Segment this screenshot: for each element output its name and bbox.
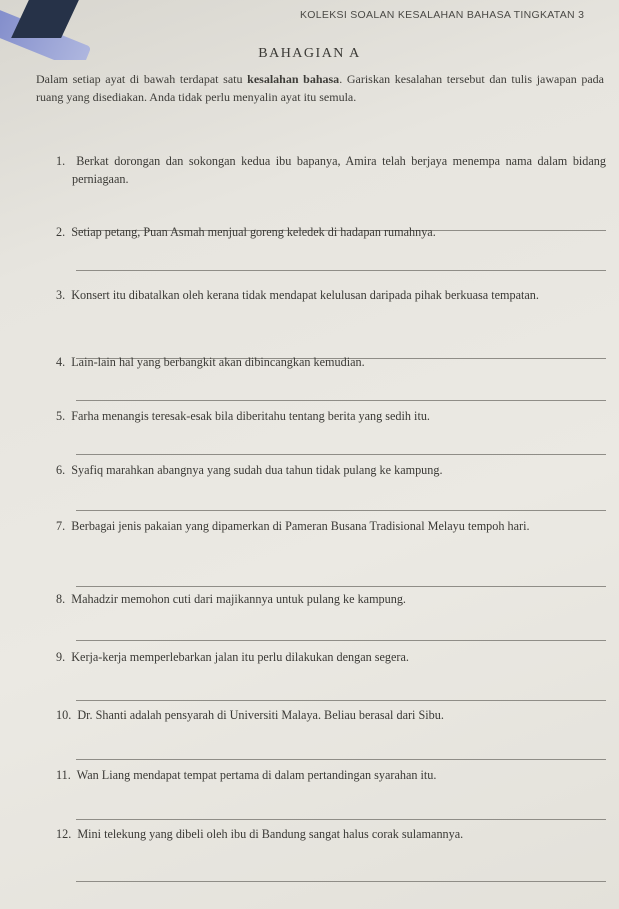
question-sentence: Lain-lain hal yang berbangkit akan dibincangkan kemudian. (71, 355, 365, 369)
question-sentence: Wan Liang mendapat tempat pertama di dalam pertandingan syarahan itu. (76, 768, 437, 782)
question-number: 11. (56, 768, 71, 782)
question-4 (56, 353, 606, 371)
question-number: 6. (56, 463, 66, 477)
question-text (56, 152, 606, 188)
question-2 (56, 223, 606, 241)
question-sentence: Mahadzir memohon cuti dari majikannya untuk pulang ke kampung. (71, 592, 406, 606)
question-number: 4. (56, 355, 66, 369)
answer-line[interactable] (76, 270, 606, 271)
question-sentence: Berbagai jenis pakaian yang dipamerkan di Pameran Busana Tradisional Melayu tempoh hari. (71, 519, 530, 533)
answer-line[interactable] (76, 586, 606, 587)
answer-line[interactable] (76, 640, 606, 641)
question-sentence: Konsert itu dibatalkan oleh kerana tidak mendapat kelulusan daripada pihak berkuasa tempatan. (71, 288, 539, 302)
question-text (56, 353, 606, 371)
question-sentence: Dr. Shanti adalah pensyarah di Universiti Malaya. Beliau berasal dari Sibu. (77, 708, 444, 722)
question-number: 1. (56, 154, 66, 168)
question-text (56, 461, 606, 479)
instructions-bold-term: kesalahan bahasa (247, 72, 340, 86)
instructions-text-end: . Gariskan kesalahan tersebut dan tulis jawapan pada ruang yang disediakan. Anda tidak perlu menyalin ayat itu semula. (36, 72, 604, 104)
instructions-paragraph (36, 70, 604, 106)
question-6 (56, 461, 606, 479)
section-title: BAHAGIAN A (258, 46, 361, 61)
answer-line[interactable] (76, 881, 606, 882)
question-text (56, 648, 606, 666)
question-text (56, 590, 606, 608)
question-text (56, 407, 606, 425)
question-sentence: Syafiq marahkan abangnya yang sudah dua tahun tidak pulang ke kampung. (71, 463, 443, 477)
question-sentence: Berkat dorongan dan sokongan kedua ibu bapanya, Amira telah berjaya menempa nama dalam bidang perniagaan. (72, 154, 606, 186)
question-10 (56, 706, 606, 724)
question-sentence: Kerja-kerja memperlebarkan jalan itu perlu dilakukan dengan segera. (71, 650, 409, 664)
question-sentence: Setiap petang, Puan Asmah menjual goreng keledek di hadapan rumahnya. (71, 225, 436, 239)
question-8 (56, 590, 606, 608)
question-text (56, 286, 606, 304)
question-text (56, 766, 606, 784)
question-number: 3. (56, 288, 66, 302)
question-number: 8. (56, 592, 66, 606)
page-header: KOLEKSI SOALAN KESALAHAN BAHASA TINGKATAN 3 (300, 9, 585, 21)
question-text (56, 517, 606, 535)
question-number: 9. (56, 650, 66, 664)
question-number: 10. (56, 708, 72, 722)
question-11 (56, 766, 606, 784)
answer-line[interactable] (76, 759, 606, 760)
answer-line[interactable] (76, 454, 606, 455)
question-5 (56, 407, 606, 425)
question-1 (56, 152, 606, 188)
answer-line[interactable] (76, 510, 606, 511)
question-sentence: Farha menangis teresak-esak bila diberitahu tentang berita yang sedih itu. (71, 409, 430, 423)
question-number: 12. (56, 827, 72, 841)
question-text (56, 825, 606, 843)
question-text (56, 223, 606, 241)
question-number: 2. (56, 225, 66, 239)
question-sentence: Mini telekung yang dibeli oleh ibu di Bandung sangat halus corak sulamannya. (77, 827, 464, 841)
answer-line[interactable] (76, 700, 606, 701)
question-12 (56, 825, 606, 843)
question-number: 7. (56, 519, 66, 533)
question-9 (56, 648, 606, 666)
answer-line[interactable] (76, 819, 606, 820)
question-number: 5. (56, 409, 66, 423)
question-text (56, 706, 606, 724)
question-7 (56, 517, 606, 535)
answer-line[interactable] (76, 400, 606, 401)
question-3 (56, 286, 606, 304)
instructions-text-start: Dalam setiap ayat di bawah terdapat satu (36, 72, 248, 86)
binder-shadow (11, 0, 79, 38)
